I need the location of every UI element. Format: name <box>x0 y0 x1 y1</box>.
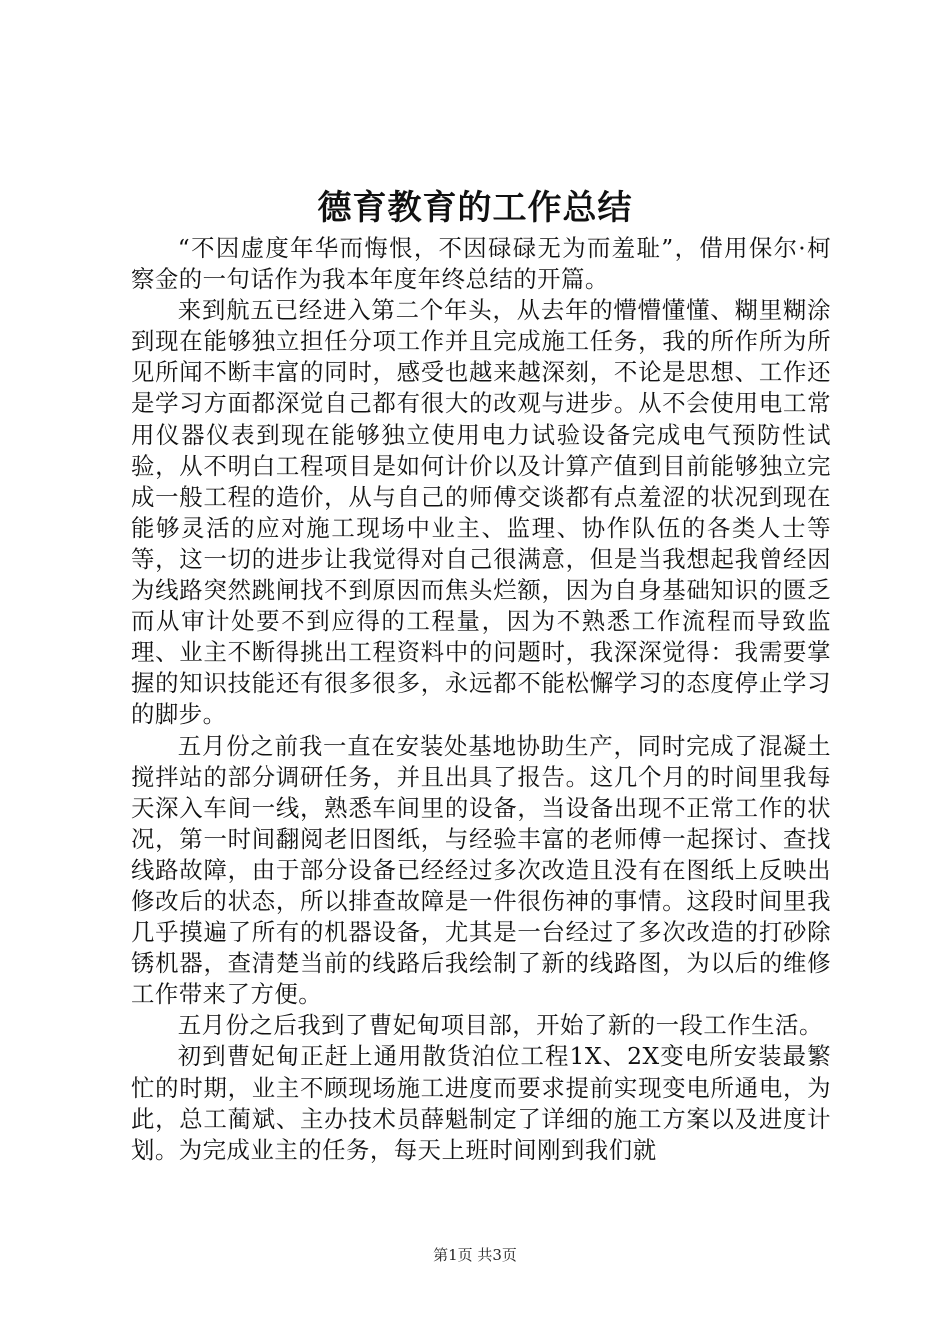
page-title: 德育教育的工作总结 <box>317 188 633 228</box>
paragraph-3: 五月份之前我一直在安装处基地协助生产，同时完成了混凝土搅拌站的部分调研任务，并且出具了报告。这几个月的时间里我每天深入车间一线，熟悉车间里的设备，当设备出现不正常工作的状况，第一时间翻阅老旧图纸，与经验丰富的老师傅一起探讨、查找线路故障，由于部分设备已经经过多次改造且没有在图纸上反映出修改后的状态，所以排查故障是一件很伤神的事情。这段时间里我几乎摸遍了所有的机器设备，尤其是一台经过了多次改造的打砂除锈机器，查清楚当前的线路后我绘制了新的线路图，为以后的维修工作带来了方便。 <box>131 731 831 1009</box>
paragraph-5: 初到曹妃甸正赶上通用散货泊位工程1X、2X变电所安装最繁忙的时期，业主不顾现场施工进度而要求提前实现变电所通电，为此，总工蔺斌、主办技术员薛魁制定了详细的施工方案以及进度计划。为完成业主的任务，每天上班时间刚到我们就 <box>131 1042 831 1164</box>
paragraph-1: “不因虚度年华而悔恨，不因碌碌无为而羞耻”，借用保尔·柯察金的一句话作为我本年度年终总结的开篇。 <box>131 234 831 294</box>
paragraph-4: 五月份之后我到了曹妃甸项目部，开始了新的一段工作生活。 <box>177 1011 823 1040</box>
page-number: 第1页 共3页 <box>433 1246 517 1264</box>
document-body <box>131 233 831 1166</box>
paragraph-2: 来到航五已经进入第二个年头，从去年的懵懵懂懂、糊里糊涂到现在能够独立担任分项工作并且完成施工任务，我的所作所为所见所闻不断丰富的同时，感受也越来越深刻，不论是思想、工作还是学习方面都深觉自己都有很大的改观与进步。从不会使用电工常用仪器仪表到现在能够独立使用电力试验设备完成电气预防性试验，从不明白工程项目是如何计价以及计算产值到目前能够独立完成一般工程的造价，从与自己的师傅交谈都有点羞涩的状况到现在能够灵活的应对施工现场中业主、监理、协作队伍的各类人士等等，这一切的进步让我觉得对自己很满意，但是当我想起我曾经因为线路突然跳闸找不到原因而焦头烂额，因为自身基础知识的匮乏而从审计处要不到应得的工程量，因为不熟悉工作流程而导致监理、业主不断得挑出工程资料中的问题时，我深深觉得：我需要掌握的知识技能还有很多很多，永远都不能松懈学习的态度停止学习的脚步。 <box>131 296 831 729</box>
